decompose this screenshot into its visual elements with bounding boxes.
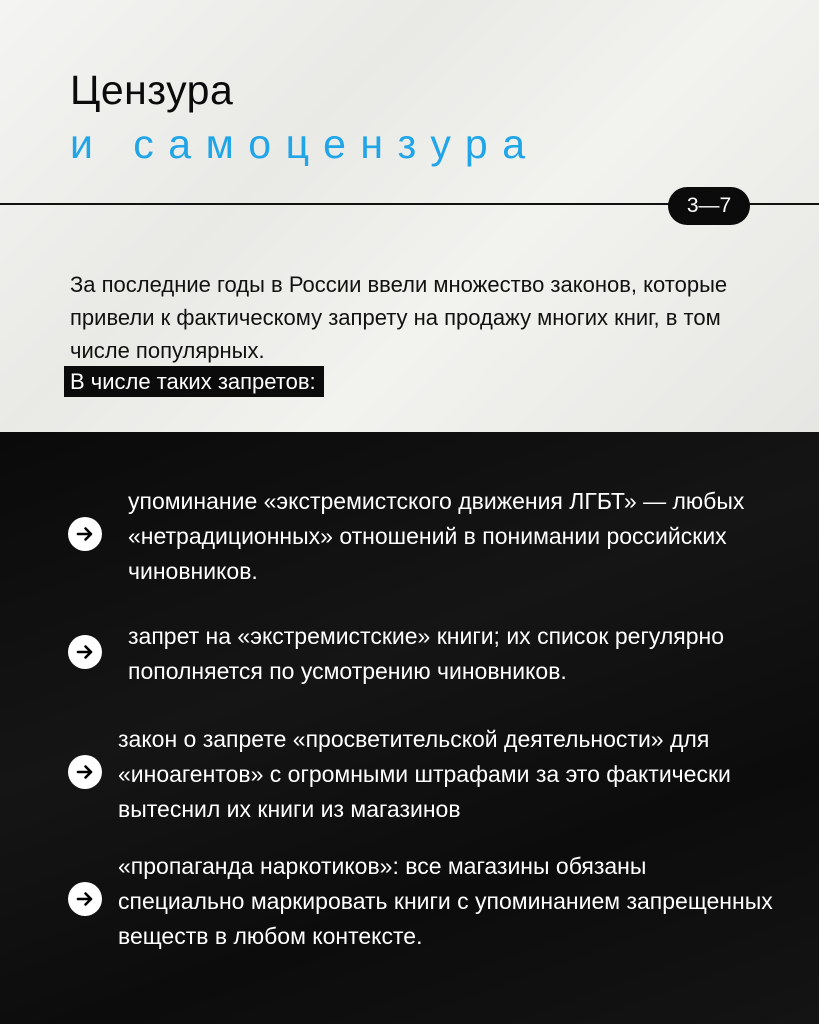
list-item-text: закон о запрете «просветительской деятельности» для «иноагентов» с огромными штрафами за это фактически вытеснил их книги из магазинов — [118, 726, 731, 822]
bottom-panel — [0, 432, 819, 1024]
arrow-right-icon — [68, 517, 102, 551]
arrow-right-icon — [68, 882, 102, 916]
page-subtitle: и самоцензура — [70, 121, 540, 167]
page-indicator-badge: 3—7 — [668, 187, 750, 225]
page-title: Цензура — [70, 67, 234, 113]
arrow-right-icon — [68, 635, 102, 669]
arrow-right-icon — [68, 755, 102, 789]
list-item-text: упоминание «экстремистского движения ЛГБТ» — любых «нетрадиционных» отношений в понимании российских чиновников. — [128, 488, 745, 584]
intro-highlight: В числе таких запретов: — [64, 366, 324, 397]
intro-paragraph: За последние годы в России ввели множество законов, которые привели к фактическому запрету на продажу многих книг, в том числе популярных. — [70, 272, 728, 363]
top-panel — [0, 0, 819, 432]
list-item-text: «пропаганда наркотиков»: все магазины обязаны специально маркировать книги с упоминанием запрещенных веществ в любом контексте. — [118, 853, 773, 949]
list-item-text: запрет на «экстремистские» книги; их список регулярно пополняется по усмотрению чиновников. — [128, 623, 725, 684]
